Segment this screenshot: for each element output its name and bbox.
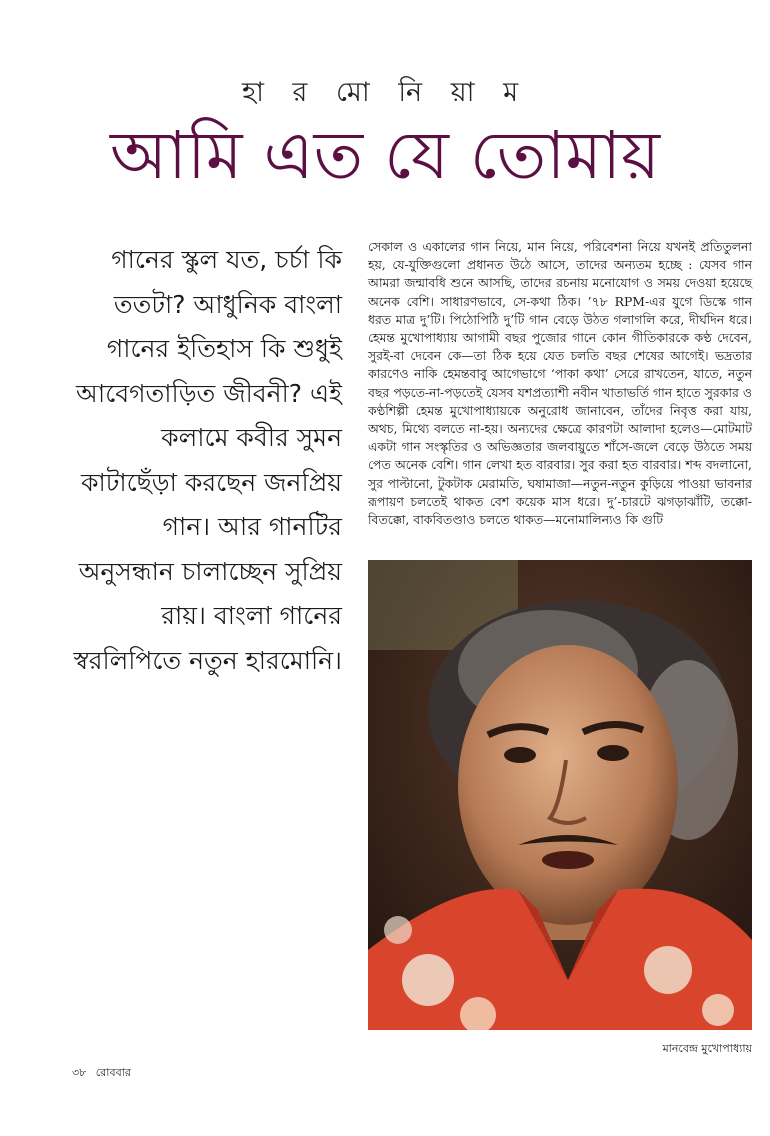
portrait-photo [368, 560, 752, 1030]
standfirst-text: গানের স্কুল যত, চর্চা কি ততটা? আধুনিক বাংলা গানের ইতিহাস কি শুধুই আবেগতাড়িত জীবনী? এই কলামে কবীর সুমন কাটাছেঁড়া করছেন জনপ্রিয় গান। আর গানটির অনুসন্ধান চালাচ্ছেন সুপ্রিয় রায়। বাংলা গানের স্বরলিপিতে নতুন হারমোনি। [73, 245, 342, 675]
photo-caption: মানবেন্দ্র মুখোপাধ্যায় [662, 1042, 752, 1055]
article-body [368, 238, 752, 529]
section-kicker: হা র মো নি য়া ম [241, 77, 529, 108]
page-number: ৩৮ [72, 1066, 87, 1079]
body-paragraph: সেকাল ও একালের গান নিয়ে, মান নিয়ে, পরিবেশনা নিয়ে যখনই প্রতিতুলনা হয়, যে-যুক্তিগুলো প্রধানত উঠে আসে, তাদের অন্যতম হচ্ছে : যেসব গান আমরা জন্মাবধি শুনে আসছি, তাদের রচনায় মনোযোগ ও সময় দেওয়া হয়েছে অনেক বেশি। সাধারণভাবে, সে-কথা ঠিক। ’৭৮ RPM-এর যুগে ডিস্কে গান ধরত মাত্র দু’টি। পিঠোপিঠি দু’টি গান বেড়ে উঠত গলাগলি করে, দীর্ঘদিন ধরে। হেমন্ত মুখোপাধ্যায় আগামী বছর পুজোর গানে কোন গীতিকারকে কণ্ঠ দেবেন, সুরই-বা দেবেন কে—তা ঠিক হয়ে যেত চলতি বছর শেষের আগেই। ভদ্রতার কারণেও নাকি হেমন্তবাবু আগেভাগে ‘পাকা কথা’ সেরে রাখতেন, যাতে, নতুন বছর পড়তে-না-পড়তেই যেসব যশপ্রত্যাশী নবীন খাতাভর্তি গান হাতে সুরকার ও কণ্ঠশিল্পী হেমন্ত মুখোপাধ্যায়কে অনুরোধ জানাবেন, তাঁদের নিবৃত্ত করা যায়, অথচ, মিথ্যে বলতে না-হয়। অন্যদের ক্ষেত্রে কারণটা আলাদা হলেও—মোটমাট একটা গান সংস্কৃতির ও অভিজ্ঞতার জলবায়ুতে শাঁসে-জলে বেড়ে উঠতে সময় পেত অনেক বেশি। গান লেখা হত বারবার। সুর করা হত বারবার। শব্দ বদলানো, সুর পাল্টানো, টুকটাক মেরামতি, ঘষামাজা—নতুন-নতুন কুড়িয়ে পাওয়া ভাবনার রূপায়ণ চলতেই থাকত বেশ কয়েক মাস ধরে। দু’-চারটে ঝগড়াঝাঁটি, তক্কো-বিতক্কো, বাকবিতণ্ডাও চলতে থাকত—মনোমালিন্যও কি গুটি [368, 239, 752, 528]
headline: আমি এত যে তোমায় [109, 117, 661, 194]
standfirst [60, 238, 342, 683]
page-folio [72, 1064, 137, 1083]
magazine-name: রোববার [95, 1066, 131, 1079]
